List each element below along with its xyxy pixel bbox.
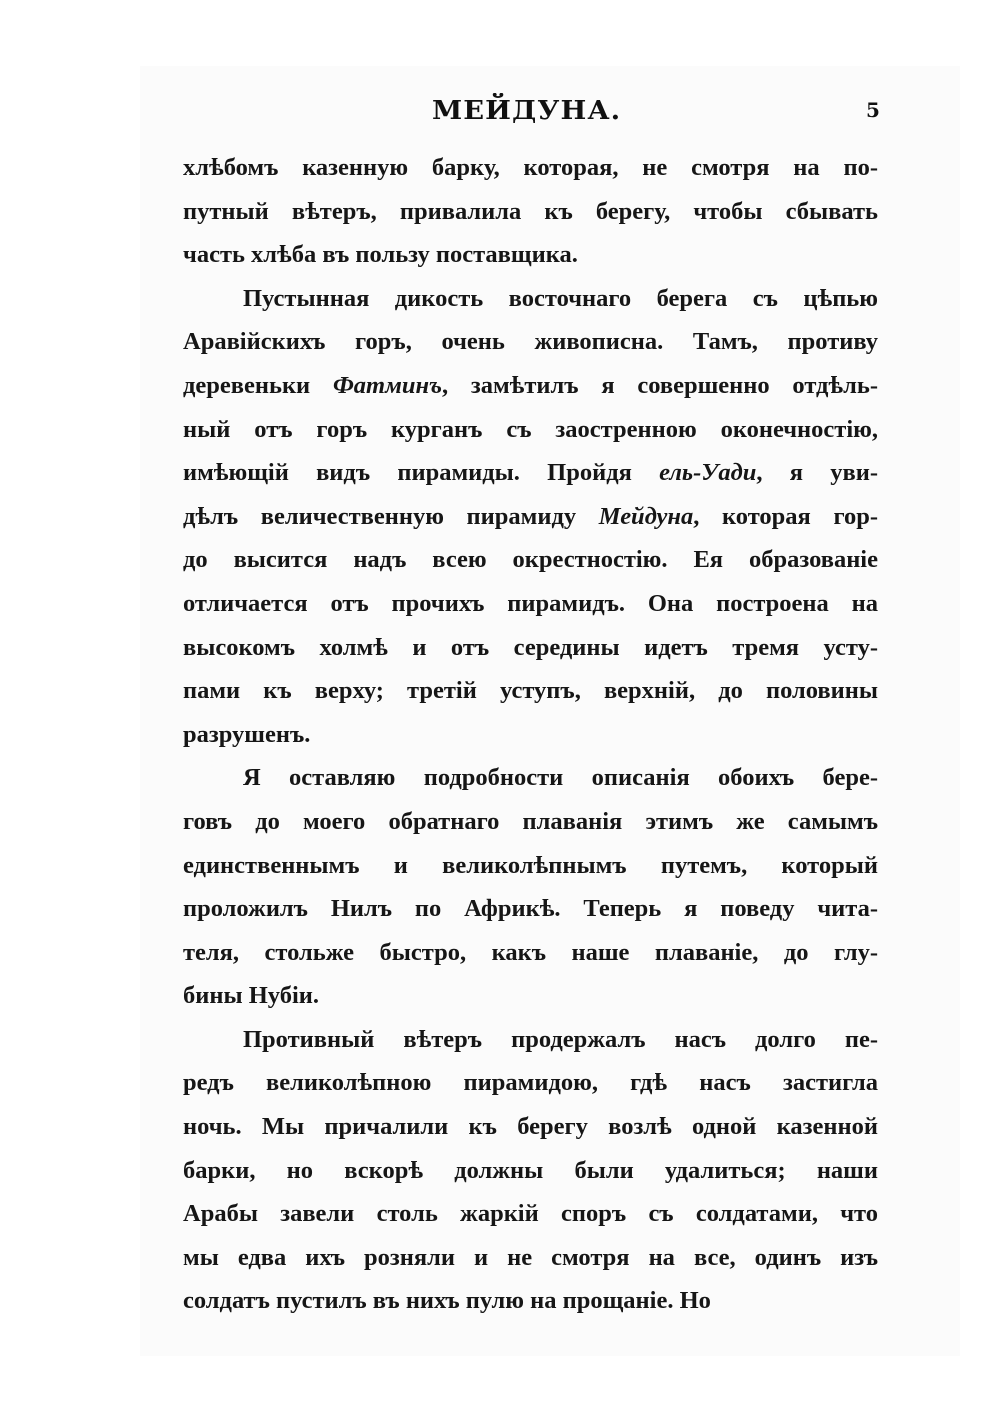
- text-line: [183, 408, 878, 452]
- text-run: разрушенъ.: [183, 720, 311, 748]
- text-line: [183, 1061, 878, 1105]
- text-line: [183, 1018, 878, 1062]
- text-run: ночь. Мы причалили къ берегу возлѣ одной казенной: [183, 1113, 878, 1141]
- text-run: проложилъ Нилъ по Африкѣ. Теперь я поведу чита-: [183, 895, 878, 923]
- text-run: имѣющій видъ пирамиды. Пройдя: [183, 459, 660, 487]
- text-run: Противный вѣтеръ продержалъ насъ долго пе-: [243, 1025, 878, 1053]
- text-line: [183, 1105, 878, 1149]
- text-run: бины Нубіи.: [183, 982, 320, 1010]
- text-line: [183, 277, 878, 321]
- text-run: ный отъ горъ курганъ съ заостренною оконечностію,: [183, 415, 878, 443]
- text-run: путный вѣтеръ, привалила къ берегу, чтобы сбывать: [183, 197, 878, 225]
- text-run: до высится надъ всею окрестностію. Ея образованіе: [183, 546, 878, 574]
- text-run: Я оставляю подробности описанія обоихъ бере-: [243, 764, 878, 792]
- text-line: [183, 974, 878, 1018]
- italic-name: Мейдуна: [598, 502, 694, 530]
- text-run: теля, стольже быстро, какъ наше плаваніе, до глу-: [183, 938, 878, 966]
- text-run: отличается отъ прочихъ пирамидъ. Она построена на: [183, 589, 878, 617]
- text-line: [183, 800, 878, 844]
- text-run: , которая гор-: [693, 502, 878, 530]
- text-line: [183, 1149, 878, 1193]
- text-line: [183, 451, 878, 495]
- running-head: [0, 92, 1000, 142]
- text-line: [183, 844, 878, 888]
- text-line: [183, 233, 878, 277]
- text-run: хлѣбомъ казенную барку, которая, не смотря на по-: [183, 154, 878, 181]
- text-run: Арабы завели столь жаркій споръ съ солдатами, что: [183, 1200, 878, 1228]
- text-line: [183, 1279, 878, 1323]
- text-run: Аравійскихъ горъ, очень живописна. Тамъ, противу: [183, 328, 878, 356]
- italic-name: ель-Уади: [659, 459, 757, 487]
- text-line: [183, 582, 878, 626]
- body-text: [183, 146, 878, 1323]
- text-run: , замѣтилъ я совершенно отдѣль-: [442, 371, 878, 399]
- text-line: [183, 713, 878, 757]
- page-number: 5: [866, 98, 880, 122]
- text-line: [183, 669, 878, 713]
- text-line: [183, 190, 878, 234]
- text-run: высокомъ холмѣ и отъ середины идетъ тремя усту-: [183, 633, 878, 661]
- text-run: редъ великолѣпною пирамидою, гдѣ насъ застигла: [183, 1069, 878, 1097]
- text-run: единственнымъ и великолѣпнымъ путемъ, который: [183, 851, 878, 879]
- text-run: пами къ верху; третій уступъ, верхній, до половины: [183, 677, 878, 705]
- text-line: [183, 146, 878, 190]
- text-run: часть хлѣба въ пользу поставщика.: [183, 241, 578, 269]
- text-line: [183, 538, 878, 582]
- text-run: , я уви-: [756, 459, 878, 487]
- text-line: [183, 887, 878, 931]
- text-run: деревеньки: [183, 371, 333, 399]
- text-line: [183, 320, 878, 364]
- running-head-title: МЕЙДУНА.: [432, 96, 622, 126]
- text-run: Пустынная дикость восточнаго берега съ цѣпью: [243, 284, 878, 312]
- text-line: [183, 1192, 878, 1236]
- text-run: говъ до моего обратнаго плаванія этимъ же самымъ: [183, 807, 878, 835]
- text-line: [183, 495, 878, 539]
- text-line: [183, 364, 878, 408]
- text-line: [183, 931, 878, 975]
- text-line: [183, 626, 878, 670]
- italic-name: Фатминъ: [332, 371, 443, 399]
- text-line: [183, 756, 878, 800]
- text-run: солдатъ пустилъ въ нихъ пулю на прощаніе. Но: [183, 1287, 711, 1315]
- text-run: мы едва ихъ розняли и не смотря на все, одинъ изъ: [183, 1243, 878, 1271]
- text-run: барки, но вскорѣ должны были удалиться; наши: [183, 1156, 878, 1184]
- text-line: [183, 1236, 878, 1280]
- text-run: дѣлъ величественную пирамиду: [183, 502, 599, 530]
